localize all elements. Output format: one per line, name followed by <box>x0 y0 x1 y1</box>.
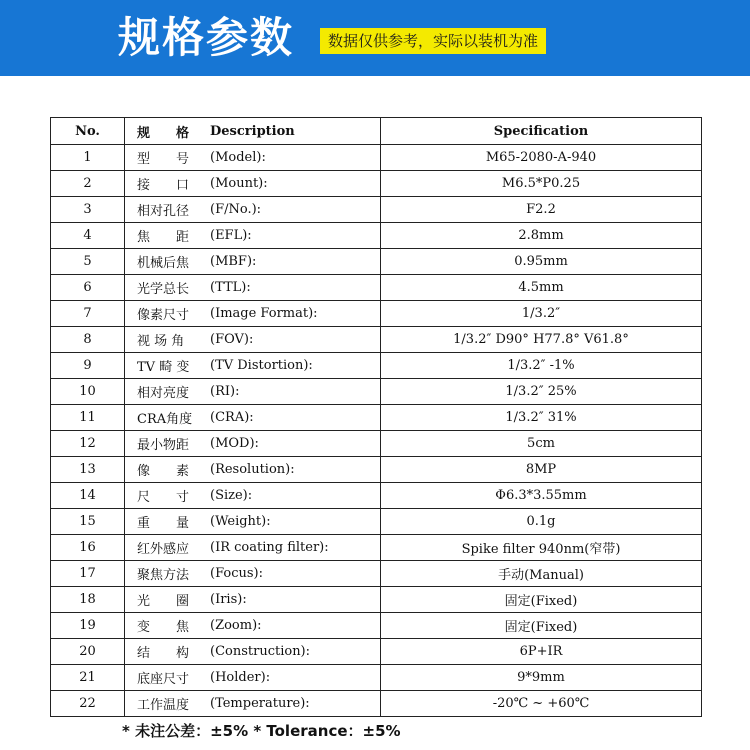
row-name: 红外感应 <box>125 535 211 561</box>
row-description: (Zoom): <box>210 613 381 639</box>
table-body <box>51 145 702 717</box>
table-row <box>51 431 702 457</box>
row-number: 14 <box>51 483 125 509</box>
row-specification: F2.2 <box>381 197 702 223</box>
header-specification: Specification <box>381 118 702 145</box>
row-description: (Size): <box>210 483 381 509</box>
row-specification: 5cm <box>381 431 702 457</box>
row-name: 像素尺寸 <box>125 301 211 327</box>
row-number: 6 <box>51 275 125 301</box>
table-row <box>51 535 702 561</box>
table-row <box>51 275 702 301</box>
row-description: (Resolution): <box>210 457 381 483</box>
row-description: (TTL): <box>210 275 381 301</box>
row-name: 机械后焦 <box>125 249 211 275</box>
row-description: (Image Format): <box>210 301 381 327</box>
header-no: No. <box>51 118 125 145</box>
row-description: (Iris): <box>210 587 381 613</box>
row-description: (MOD): <box>210 431 381 457</box>
table-row <box>51 457 702 483</box>
table-row <box>51 223 702 249</box>
header-description: Description <box>210 118 381 145</box>
row-number: 21 <box>51 665 125 691</box>
row-number: 7 <box>51 301 125 327</box>
row-number: 18 <box>51 587 125 613</box>
row-specification: 9*9mm <box>381 665 702 691</box>
row-name: 光学总长 <box>125 275 211 301</box>
row-name: 尺 寸 <box>125 483 211 509</box>
table-row <box>51 639 702 665</box>
row-description: (Weight): <box>210 509 381 535</box>
row-specification: 2.8mm <box>381 223 702 249</box>
row-description: (MBF): <box>210 249 381 275</box>
table-row <box>51 691 702 717</box>
table-header-row <box>51 118 702 145</box>
row-description: (Mount): <box>210 171 381 197</box>
table-row <box>51 171 702 197</box>
row-specification: -20℃ ~ +60℃ <box>381 691 702 717</box>
row-number: 2 <box>51 171 125 197</box>
row-specification: Spike filter 940nm(窄带) <box>381 535 702 561</box>
table-row <box>51 301 702 327</box>
page-title: 规格参数 <box>118 13 295 62</box>
row-name: CRA角度 <box>125 405 211 431</box>
row-number: 9 <box>51 353 125 379</box>
row-specification: 6P+IR <box>381 639 702 665</box>
row-specification: 4.5mm <box>381 275 702 301</box>
row-name: 重 量 <box>125 509 211 535</box>
row-specification: 手动(Manual) <box>381 561 702 587</box>
row-description: (Temperature): <box>210 691 381 717</box>
table-row <box>51 353 702 379</box>
row-name: TV 畸 变 <box>125 353 211 379</box>
tolerance-footnote: * 未注公差：±5% * Tolerance：±5% <box>122 722 401 740</box>
row-description: (TV Distortion): <box>210 353 381 379</box>
row-number: 11 <box>51 405 125 431</box>
row-number: 20 <box>51 639 125 665</box>
row-description: (FOV): <box>210 327 381 353</box>
row-name: 相对孔径 <box>125 197 211 223</box>
row-number: 15 <box>51 509 125 535</box>
row-number: 3 <box>51 197 125 223</box>
row-name: 像 素 <box>125 457 211 483</box>
row-specification: 固定(Fixed) <box>381 587 702 613</box>
row-name: 变 焦 <box>125 613 211 639</box>
row-description: (F/No.): <box>210 197 381 223</box>
table-row <box>51 379 702 405</box>
row-specification: 0.95mm <box>381 249 702 275</box>
table-row <box>51 145 702 171</box>
row-number: 5 <box>51 249 125 275</box>
disclaimer-badge: 数据仅供参考，实际以装机为准 <box>320 28 546 54</box>
row-description: (Focus): <box>210 561 381 587</box>
row-specification: 1/3.2″ <box>381 301 702 327</box>
row-specification: 固定(Fixed) <box>381 613 702 639</box>
header-banner <box>0 0 750 76</box>
row-number: 13 <box>51 457 125 483</box>
row-description: (IR coating filter): <box>210 535 381 561</box>
row-specification: 0.1g <box>381 509 702 535</box>
row-name: 型 号 <box>125 145 211 171</box>
row-name: 焦 距 <box>125 223 211 249</box>
spec-table <box>50 117 702 717</box>
table-row <box>51 483 702 509</box>
header-name: 规 格 <box>125 118 211 145</box>
table-row <box>51 327 702 353</box>
row-description: (Holder): <box>210 665 381 691</box>
row-specification: 8MP <box>381 457 702 483</box>
row-number: 12 <box>51 431 125 457</box>
row-specification: Φ6.3*3.55mm <box>381 483 702 509</box>
table-row <box>51 561 702 587</box>
row-name: 视 场 角 <box>125 327 211 353</box>
row-name: 接 口 <box>125 171 211 197</box>
row-name: 结 构 <box>125 639 211 665</box>
table-row <box>51 613 702 639</box>
row-name: 聚焦方法 <box>125 561 211 587</box>
row-name: 底座尺寸 <box>125 665 211 691</box>
row-number: 17 <box>51 561 125 587</box>
row-number: 1 <box>51 145 125 171</box>
row-name: 最小物距 <box>125 431 211 457</box>
row-specification: 1/3.2″ 31% <box>381 405 702 431</box>
table-row <box>51 249 702 275</box>
table-row <box>51 587 702 613</box>
row-specification: M6.5*P0.25 <box>381 171 702 197</box>
row-number: 10 <box>51 379 125 405</box>
table-row <box>51 665 702 691</box>
row-name: 光 圈 <box>125 587 211 613</box>
row-specification: M65-2080-A-940 <box>381 145 702 171</box>
row-number: 8 <box>51 327 125 353</box>
row-specification: 1/3.2″ 25% <box>381 379 702 405</box>
table-row <box>51 509 702 535</box>
table-row <box>51 197 702 223</box>
row-specification: 1/3.2″ D90° H77.8° V61.8° <box>381 327 702 353</box>
row-number: 16 <box>51 535 125 561</box>
row-description: (Construction): <box>210 639 381 665</box>
row-number: 22 <box>51 691 125 717</box>
row-number: 4 <box>51 223 125 249</box>
row-description: (RI): <box>210 379 381 405</box>
table-row <box>51 405 702 431</box>
row-number: 19 <box>51 613 125 639</box>
row-description: (CRA): <box>210 405 381 431</box>
row-name: 相对亮度 <box>125 379 211 405</box>
row-specification: 1/3.2″ -1% <box>381 353 702 379</box>
row-description: (EFL): <box>210 223 381 249</box>
row-description: (Model): <box>210 145 381 171</box>
row-name: 工作温度 <box>125 691 211 717</box>
